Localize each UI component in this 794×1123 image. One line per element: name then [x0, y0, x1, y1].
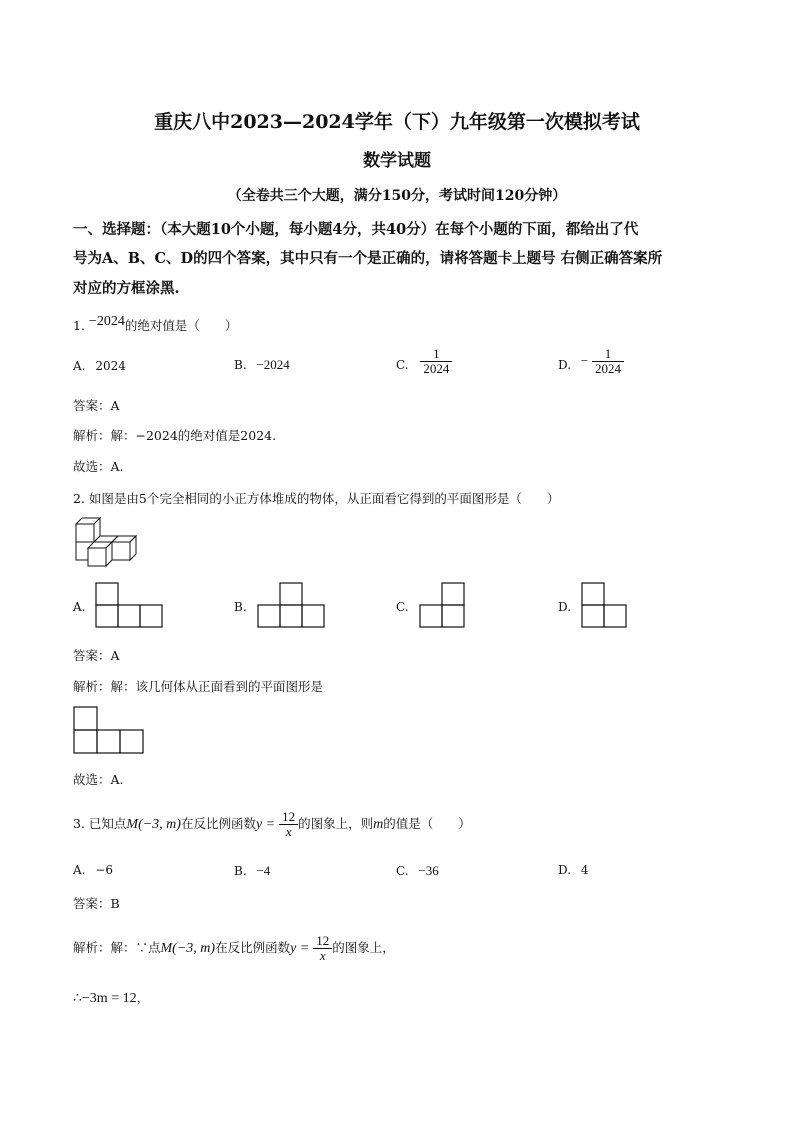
q1-option-b-label: B. [234, 358, 247, 372]
q2-answer: 答案：A [73, 648, 120, 663]
q3-analysis-mid: 在反比例函数 [215, 940, 291, 955]
q3-text-post: 的图象上，则 [298, 816, 374, 831]
q2-option-c-figure [419, 582, 467, 630]
q1-choose: 故选：A. [73, 459, 124, 474]
q1-c-numerator: 1 [433, 346, 440, 361]
q1-d-numerator: 1 [604, 346, 612, 361]
q3-step-tail: ， [136, 990, 150, 1005]
q3-analysis-post: 的图象上， [332, 940, 395, 955]
q3-option-b-label: B. [234, 864, 247, 878]
q3-option-a-value: −6 [95, 863, 114, 877]
q3-func-lhs: y = [255, 817, 276, 832]
q2-option-a-figure [95, 582, 165, 630]
q3-analysis [73, 930, 395, 967]
q2-option-c-label: C. [396, 600, 409, 614]
q2-choose: 故选：A. [73, 772, 124, 787]
q3-analysis-point: M(−3, m) [160, 941, 216, 956]
q3-option-b [234, 863, 270, 879]
q3-option-d-value: 4 [580, 863, 589, 877]
q1-expression: −2024 [88, 314, 125, 329]
q1-answer: 答案：A [73, 398, 120, 413]
q3-option-b-value: −4 [256, 863, 271, 878]
q3-analysis-numerator: 12 [316, 932, 330, 948]
q1-number: 1. [73, 318, 85, 333]
q3-analysis-pre: 解析：解：∵点 [73, 940, 161, 955]
q1-option-c-fraction [420, 347, 452, 377]
q1-option-b-value: −2024 [256, 357, 290, 372]
q1-option-a-label: A. [73, 359, 86, 373]
q1-analysis: 解析：解：−2024的绝对值是2024. [73, 428, 277, 443]
q3-option-c-value: −36 [418, 863, 439, 878]
q2-cube-figure [72, 515, 144, 569]
q1-d-denominator: 2024 [592, 361, 624, 376]
q1-option-a [73, 359, 126, 373]
q3-option-a-label: A. [73, 863, 86, 877]
q3-func-numerator: 12 [282, 808, 296, 824]
q3-option-c [396, 863, 439, 879]
section1-line1: 一、选择题：（本大题10个小题，每小题4分，共40分）在每个小题的下面，都给出了代 [73, 221, 639, 238]
q3-variable: m [373, 817, 384, 832]
section1-line3: 对应的方框涂黑. [73, 280, 180, 297]
q3-point: M(−3, m) [126, 817, 181, 832]
q3-text-mid: 在反比例函数 [180, 816, 256, 831]
q3-option-a [73, 863, 113, 877]
q2-answer-figure [73, 706, 145, 754]
q1-text: 的绝对值是（ ） [124, 318, 238, 333]
q1-option-d-sign: − [580, 353, 589, 369]
q3-analysis-fraction [313, 934, 332, 964]
q2-option-d-label: D. [558, 600, 572, 614]
q3-func-fraction [279, 810, 298, 840]
q2-option-a-label: A. [73, 600, 86, 614]
q3-answer: 答案：B [73, 896, 120, 911]
q1-c-denominator: 2024 [420, 361, 452, 376]
q3-analysis-lhs: y = [290, 941, 310, 956]
q3-func-denominator: x [279, 824, 298, 839]
q2-analysis: 解析：解：该几何体从正面看到的平面图形是 [73, 679, 324, 694]
q2-option-b-label: B. [234, 600, 247, 614]
q3-analysis-denominator: x [313, 948, 332, 963]
q2-option-b-figure [257, 582, 327, 630]
q3-option-d-label: D. [558, 863, 572, 877]
q1-option-b [234, 357, 290, 373]
q1-option-d [558, 347, 624, 377]
question-2: 2. 如图是由5个完全相同的小正方体堆成的物体，从正面看它得到的平面图形是（ ） [73, 491, 560, 506]
q3-step [73, 988, 149, 1007]
exam-subtitle: 数学试题 [363, 151, 431, 171]
q1-option-a-value: 2024 [95, 359, 126, 373]
question-1 [73, 316, 237, 335]
question-3 [73, 806, 471, 843]
q2-option-d-figure [581, 582, 629, 630]
exam-title: 重庆八中2023—2024学年（下）九年级第一次模拟考试 [154, 111, 640, 133]
exam-note: （全卷共三个大题，满分150分，考试时间120分钟） [227, 188, 567, 204]
q3-text-pre: 3. 已知点 [73, 816, 127, 831]
q1-option-d-fraction [592, 347, 624, 377]
q3-step-equation: ∴−3m = 12 [73, 991, 137, 1006]
q1-option-d-label: D. [558, 358, 572, 373]
q3-option-c-label: C. [396, 864, 409, 878]
q1-option-c [396, 347, 452, 377]
q3-option-d [558, 863, 588, 877]
section1-line2: 号为A、B、C、D的四个答案，其中只有一个是正确的，请将答题卡上题号 右侧正确答案所 [73, 250, 663, 267]
q1-option-c-label: C. [396, 358, 409, 373]
q3-text-end: 的值是（ ） [383, 816, 471, 831]
